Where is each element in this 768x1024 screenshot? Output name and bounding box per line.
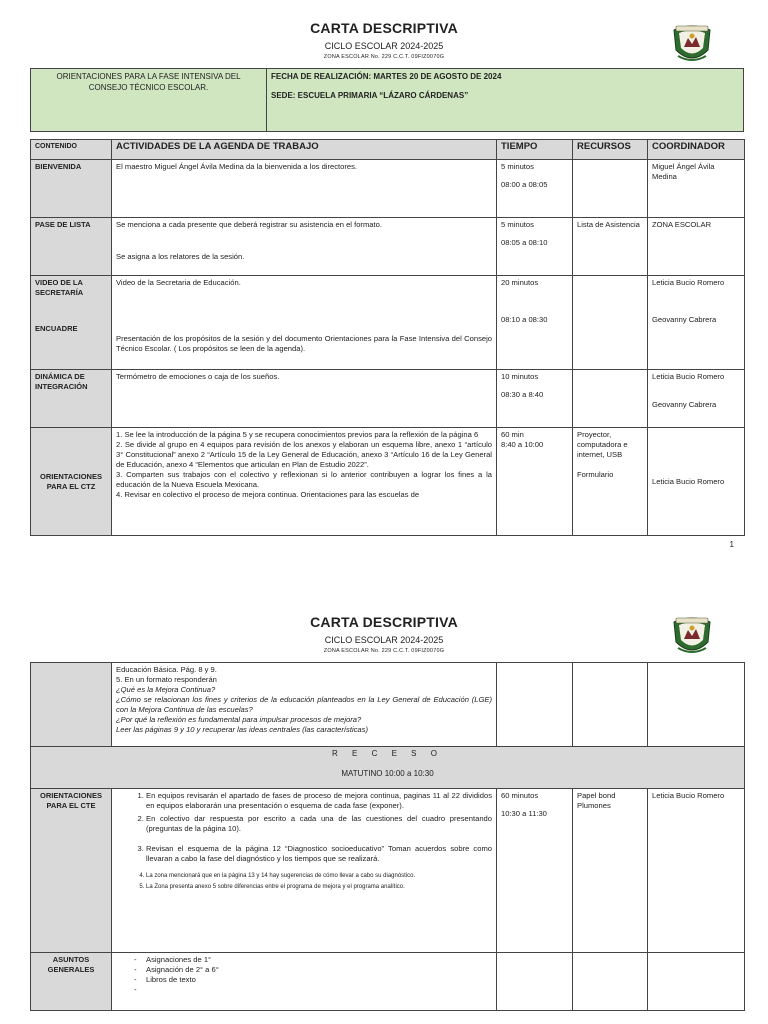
row-time-welcome — [497, 160, 573, 218]
table-row — [31, 218, 745, 276]
row-resources-video — [573, 276, 648, 370]
session-venue: SEDE: ESCUELA PRIMARIA “LÁZARO CÁRDENAS” — [271, 91, 469, 100]
session-topic: ORIENTACIONES PARA LA FASE INTENSIVA DEL CONSEJO TÉCNICO ESCOLAR. — [31, 69, 267, 131]
resource-item: Proyector, computadora e internet, USB — [577, 430, 628, 459]
row-activity-general — [112, 953, 497, 1011]
table-row — [31, 789, 745, 953]
row-resources-ctz-continued — [573, 663, 648, 747]
row-activity-dynamic: Termómetro de emociones o caja de los sueños. — [112, 370, 497, 428]
column-header-resources: RECURSOS — [573, 140, 648, 160]
column-header-coordinator: COORDINADOR — [648, 140, 745, 160]
duration: 5 minutos — [501, 162, 534, 171]
row-content-ctz-continued — [31, 663, 112, 747]
list-item: 5. La Zona presenta anexo 5 sobre diferencias entre el programa de mejora y el programa analítico. — [146, 883, 492, 891]
activity-line: Video de la Secretaria de Educación. — [116, 278, 241, 287]
document-header — [0, 20, 768, 60]
row-activity-video — [112, 276, 497, 370]
table-row — [31, 370, 745, 428]
activity-item: 4. Revisar en colectivo el proceso de mejora continua. Orientaciones para las escuelas de — [116, 490, 420, 499]
time-range: 08:30 a 8:40 — [501, 390, 544, 399]
list-item: - Asignaciones de 1° — [134, 955, 492, 965]
row-resources-ctz — [573, 428, 648, 536]
row-resources-general — [573, 953, 648, 1011]
row-content-welcome: BIENVENIDA — [31, 160, 112, 218]
duration: 60 min — [501, 430, 524, 439]
row-activity-roll-call — [112, 218, 497, 276]
zone-logo-icon — [670, 612, 714, 658]
activity-line: Educación Básica. Pág. 8 y 9. — [116, 665, 217, 674]
activity-item: 2. Se divide al grupo en 4 equipos para revisión de los anexos y elaboran un esquema libre, anexo 1 “artículo 3° Constitucional” anexo 2 “Artículo 15 de la Ley General de Educación, anexo 3 “Artículo 16 de la Ley General de Educación, anexo 4 “Elementos que articulan en Plan de Estudio 2022”. — [116, 440, 492, 469]
time-range: 08:10 a 08:30 — [501, 315, 548, 324]
row-resources-cte: Papel bond Plumones — [573, 789, 648, 953]
column-header-time: TIEMPO — [497, 140, 573, 160]
content-label: ENCUADRE — [35, 324, 78, 333]
duration: 20 minutos — [501, 278, 539, 287]
list-item: - Asignación de 2° a 6° — [134, 965, 492, 975]
zone-logo-icon — [670, 20, 714, 66]
list-item: 4. La zona mencionará que en la página 13 y 14 hay sugerencias de cómo llevar a cabo su diagnóstico. — [146, 872, 492, 880]
question: Leer las páginas 9 y 10 y recuperar las ideas centrales (las características) — [116, 725, 368, 734]
content-label: VIDEO DE LA SECRETARÍA — [35, 278, 84, 297]
school-zone: ZONA ESCOLAR No. 229 C.C.T. 09FIZ0070G — [323, 648, 445, 654]
list-item: 1. En equipos revisarán el apartado de fases de proceso de mejora continua, paginas 11 al 22 divididos en equipos elaborarán una presentación o esquema de cada fase (exponer). — [146, 791, 492, 811]
row-coordinator-dynamic — [648, 370, 745, 428]
column-header-content: CONTENIDO — [31, 140, 112, 160]
page-number: 1 — [729, 540, 734, 549]
row-coordinator-cte: Leticia Bucio Romero — [648, 789, 745, 953]
row-resources-welcome — [573, 160, 648, 218]
coordinator-name: Geovanny Cabrera — [652, 400, 717, 409]
row-activity-ctz-continued — [112, 663, 497, 747]
row-time-ctz — [497, 428, 573, 536]
row-coordinator-ctz: Leticia Bucio Romero — [648, 428, 745, 536]
list-item: 2. En colectivo dar respuesta por escrito a cada una de las cuestiones del cuadro presentando (preguntas de la página 10). — [146, 814, 492, 834]
row-coordinator-video — [648, 276, 745, 370]
row-activity-ctz — [112, 428, 497, 536]
row-content-ctz: ORIENTACIONES PARA EL CTZ — [31, 428, 112, 536]
table-row — [31, 428, 745, 536]
document-page-2 — [0, 596, 768, 1024]
row-resources-dynamic — [573, 370, 648, 428]
recess-row — [31, 747, 745, 789]
school-zone: ZONA ESCOLAR No. 229 C.C.T. 09FIZ0070G — [323, 54, 445, 60]
recess-time: MATUTINO 10:00 a 10:30 — [341, 769, 434, 778]
row-time-cte — [497, 789, 573, 953]
page-separator — [0, 560, 768, 596]
general-items-list — [116, 955, 492, 985]
document-title: CARTA DESCRIPTIVA — [310, 20, 458, 36]
document-header — [0, 614, 768, 654]
table-row — [31, 276, 745, 370]
session-date: FECHA DE REALIZACIÓN: MARTES 20 DE AGOSTO DE 2024 — [271, 72, 502, 81]
activity-item: 1. Se lee la introducción de la página 5 y se recupera conocimientos previos para la reflexión de la página 6 — [116, 430, 479, 439]
agenda-header-row — [31, 140, 745, 160]
school-cycle: CICLO ESCOLAR 2024-2025 — [324, 41, 444, 51]
table-row — [31, 953, 745, 1011]
duration: 5 minutos — [501, 220, 534, 229]
time-range: 08:00 a 08:05 — [501, 180, 548, 189]
coordinator-name: Leticia Bucio Romero — [652, 372, 725, 381]
table-row — [31, 663, 745, 747]
row-coordinator-ctz-continued — [648, 663, 745, 747]
column-header-activities: ACTIVIDADES DE LA AGENDA DE TRABAJO — [112, 140, 497, 160]
session-details — [267, 69, 743, 131]
coordinator-name: Leticia Bucio Romero — [652, 278, 725, 287]
question: ¿Por qué la reflexión es fundamental para impulsar procesos de mejora? — [116, 715, 362, 724]
session-info-box — [30, 68, 744, 132]
row-content-video — [31, 276, 112, 370]
activity-line: Se menciona a cada presente que deberá registrar su asistencia en el formato. — [116, 220, 382, 229]
duration: 60 minutos — [501, 791, 539, 800]
duration: 10 minutos — [501, 372, 539, 381]
row-resources-roll-call: Lista de Asistencia — [573, 218, 648, 276]
table-row — [31, 160, 745, 218]
question: ¿Qué es la Mejora Continua? — [116, 685, 216, 694]
time-range: 8:40 a 10:00 — [501, 440, 544, 449]
row-content-general: ASUNTOS GENERALES — [31, 953, 112, 1011]
row-activity-cte — [112, 789, 497, 953]
row-time-ctz-continued — [497, 663, 573, 747]
row-coordinator-welcome: Miguel Ángel Ávila Medina — [648, 160, 745, 218]
resource-item: Formulario — [577, 470, 614, 479]
row-content-cte: ORIENTACIONES PARA EL CTE — [31, 789, 112, 953]
activity-line: Presentación de los propósitos de la sesión y del documento Orientaciones para la Fase Intensiva del Consejo Técnico Escolar. ( Los propósitos se leen de la agenda). — [116, 334, 492, 353]
recess-title: R E C E S O — [332, 749, 443, 758]
row-content-dynamic: DINÁMICA DE INTEGRACIÓN — [31, 370, 112, 428]
question: ¿Cómo se relacionan los fines y criterios de la educación planteados en la Ley General de Educación (LGE) con la Mejora Continua de las escuelas? — [116, 695, 492, 714]
recess-cell — [31, 747, 745, 789]
agenda-table-page-1 — [30, 139, 745, 536]
agenda-table-page-2 — [30, 662, 745, 1011]
list-item: - Libros de texto — [134, 975, 492, 985]
row-time-roll-call — [497, 218, 573, 276]
row-activity-welcome: El maestro Miguel Ángel Ávila Medina da la bienvenida a los directores. — [112, 160, 497, 218]
school-cycle: CICLO ESCOLAR 2024-2025 — [324, 635, 444, 645]
row-time-dynamic — [497, 370, 573, 428]
document-title: CARTA DESCRIPTIVA — [310, 614, 458, 630]
row-time-video — [497, 276, 573, 370]
time-range: 08:05 a 08:10 — [501, 238, 548, 247]
activity-line: Se asigna a los relatores de la sesión. — [116, 252, 245, 261]
row-content-roll-call: PASE DE LISTA — [31, 218, 112, 276]
row-time-general — [497, 953, 573, 1011]
activity-line: 5. En un formato responderán — [116, 675, 217, 684]
coordinator-name: Geovanny Cabrera — [652, 315, 717, 324]
cte-steps-list — [116, 791, 492, 891]
list-item: 3. Revisan el esquema de la página 12 “Diagnostico socioeducativo” Toman acuerdos sobre como llevaran a cabo la fase del diagnóstico y los tiempos que se realizará. — [146, 844, 492, 864]
row-coordinator-roll-call: ZONA ESCOLAR — [648, 218, 745, 276]
time-range: 10:30 a 11:30 — [501, 809, 547, 818]
activity-item: 3. Comparten sus trabajos con el colectivo y reflexionan si lo anterior contribuyen a lograr los fines a la educación de la Nueva Escuela Mexicana. — [116, 470, 492, 489]
row-coordinator-general — [648, 953, 745, 1011]
